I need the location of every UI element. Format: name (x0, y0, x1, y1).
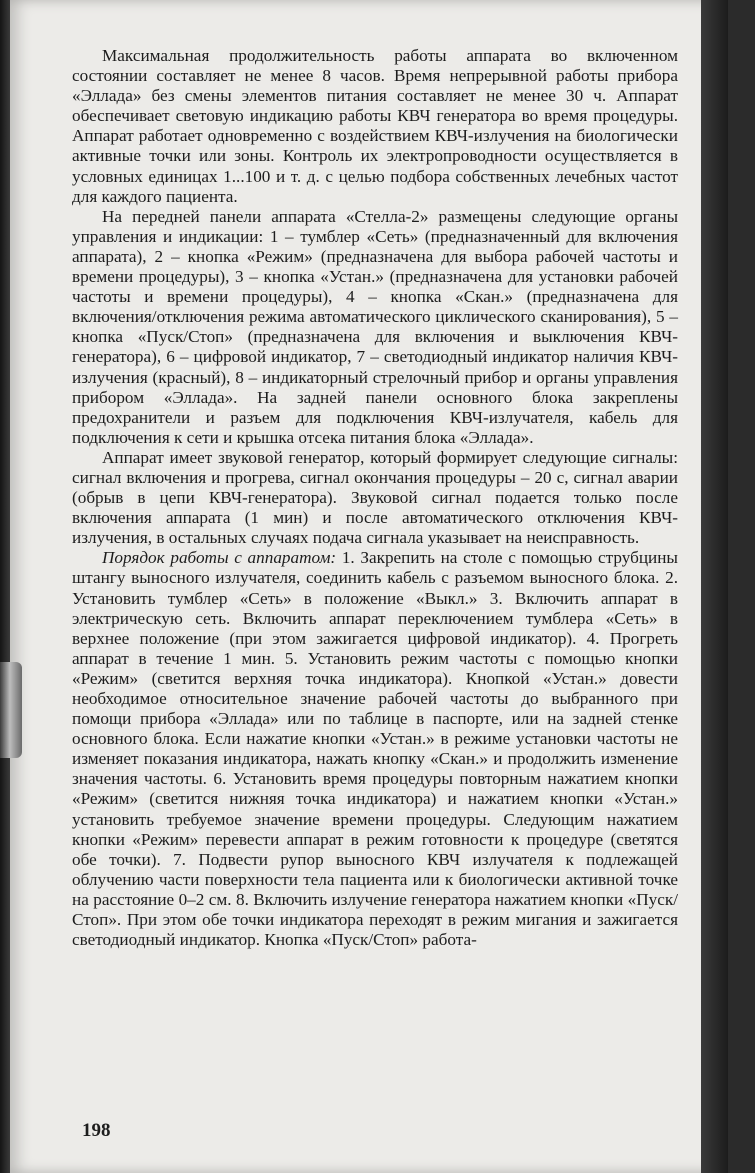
scan-right-edge (701, 0, 728, 1173)
procedure-text: 1. Закрепить на столе с помощью струбцины штангу выносного излучателя, соединить кабель с разъемом выносного блока. 2. Установить тумблер «Сеть» в положение «Выкл.» 3. Включить аппарат в электрическую сеть. Включить аппарат переключением тумблера «Сеть» в верхнее положение (при этом зажигается цифровой индикатор). 4. Прогреть аппарат в течение 1 мин. 5. Установить режим частоты с помощью кнопки «Режим» (светится верхняя точка индикатора). Кнопкой «Устан.» довести необходимое относительное значение рабочей частоты до выбранного при помощи прибора «Эллада» или по таблице в паспорте, или на задней стенке основного блока. Если нажатие кнопки «Устан.» в режиме установки частоты не изменяет показания индикатора, нажать кнопку «Скан.» и продолжить изменение значения частоты. 6. Установить время процедуры повторным нажатием кнопки «Режим» (светится нижняя точка индикатора) и нажатием кнопки «Устан.» установить требуемое значение времени процедуры. Следующим нажатием кнопки «Режим» перевести аппарат в режим готовности к процедуре (светятся обе точки). 7. Подвести рупор выносного КВЧ излучателя к подлежащей облучению части поверхности тела пациента или к биологически активной точке на расстояние 0–2 см. 8. Включить излучение генератора нажатием кнопки «Пуск/Стоп». При этом обе точки индикатора переходят в режим мигания и зажигается светодиодный индикатор. Кнопка «Пуск/Стоп» работа- (72, 548, 678, 950)
paragraph-2: На передней панели аппарата «Стелла-2» размещены следующие органы управления и индикации: 1 – тумблер «Сеть» (предназначенный для включения аппарата), 2 – кнопка «Режим» (предназначена для выбора рабочей частоты и времени процедуры), 3 – кнопка «Устан.» (предназначена для установки рабочей частоты и времени процедуры), 4 – кнопка «Скан.» (предназначена для включения/отключения режима автоматического циклического сканирования), 5 – кнопка «Пуск/Стоп» (предназначена для включения и выключения КВЧ-генератора), 6 – цифровой индикатор, 7 – светодиодный индикатор наличия КВЧ-излучения (красный), 8 – индикаторный стрелочный прибор и органы управления прибором «Эллада». На задней панели основного блока закреплены предохранители и разъем для подключения КВЧ-излучателя, кабель для подключения к сети и крышка отсека питания блока «Эллада». (72, 206, 678, 447)
scan-left-edge (0, 0, 10, 1173)
binder-clip (0, 662, 22, 758)
page-number: 198 (82, 1120, 111, 1141)
procedure-lead: Порядок работы с аппаратом: (102, 548, 337, 568)
page-body (72, 46, 678, 950)
paragraph-1: Максимальная продолжительность работы аппарата во включенном состоянии составляет не менее 8 часов. Время непрерывной работы прибора «Эллада» без смены элементов питания составляет не менее 30 ч. Аппарат обеспечивает световую индикацию работы КВЧ генератора во время процедуры. Аппарат работает одновременно с воздействием КВЧ-излучения на биологически активные точки или зоны. Контроль их электропроводности осуществляется в условных единицах 1...100 и т. д. с целью подбора собственных лечебных частот для каждого пациента. (72, 46, 678, 206)
paragraph-3: Аппарат имеет звуковой генератор, который формирует следующие сигналы: сигнал включения и прогрева, сигнал окончания процедуры – 20 с, сигнал аварии (обрыв в цепи КВЧ-генератора). Звуковой сигнал подается только после включения аппарата (1 мин) и после автоматического отключения КВЧ-излучения, в остальных случаях подача сигнала указывает на неисправность. (72, 447, 678, 548)
book-page (10, 0, 728, 1173)
procedure-paragraph (72, 548, 678, 950)
